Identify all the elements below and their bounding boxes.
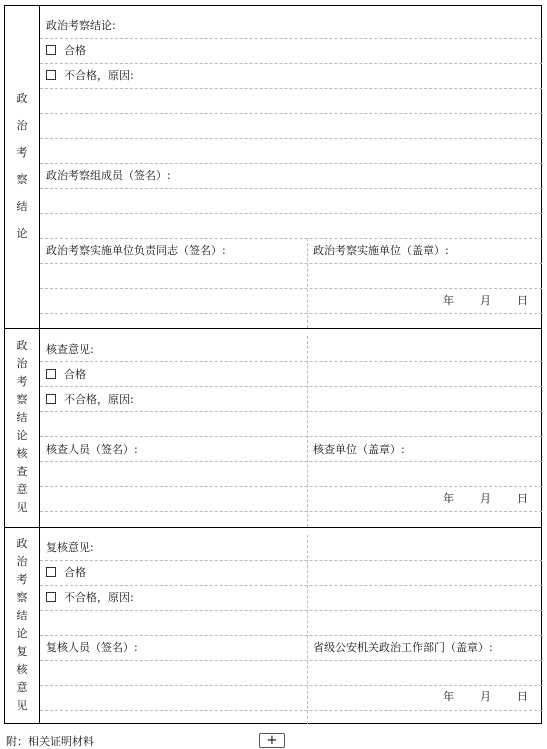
attachment-label: 附：相关证明材料 [6, 735, 94, 748]
fail-label: 不合格，原因: [64, 69, 134, 82]
review-opinion-label: 核查意见: [46, 343, 94, 356]
review-pass-checkbox[interactable] [46, 369, 56, 379]
recheck-unit-seal-label: 省级公安机关政治工作部门（盖章）: [313, 641, 493, 654]
date-line [443, 294, 528, 307]
section1-title-char: 政 [16, 91, 28, 105]
year-label: 年 [443, 294, 454, 307]
review-fail-checkbox[interactable] [46, 394, 56, 404]
recheck-date-line: 年 月 日 [443, 690, 528, 703]
section1-title-char: 察 [16, 172, 28, 186]
pass-option[interactable] [46, 44, 86, 57]
recheck-opinion-label: 复核意见: [46, 541, 94, 554]
reviewer-signature-label: 核查人员（签名）: [46, 443, 138, 456]
recheck-fail-option[interactable]: 不合格，原因: [46, 591, 134, 604]
leader-signature-label: 政治考察实施单位负责同志（签名）: [46, 244, 226, 257]
pass-checkbox[interactable] [46, 45, 56, 55]
review-pass-option[interactable]: 合格 [46, 368, 86, 381]
section1-title-char: 考 [16, 145, 28, 159]
section3-title: 政 治 考 察 结 论 复 核 意 见 [16, 537, 28, 712]
section2-title: 政 治 考 察 结 论 核 查 意 见 [16, 339, 28, 514]
conclusion-label: 政治考察结论: [46, 19, 116, 32]
section1-title [5, 91, 39, 240]
fail-option[interactable] [46, 69, 134, 82]
day-label: 日 [517, 294, 528, 307]
recheck-pass-checkbox[interactable] [46, 567, 56, 577]
review-unit-seal-label: 核查单位（盖章）: [313, 443, 405, 456]
fail-checkbox[interactable] [46, 70, 56, 80]
section1-title-char: 治 [16, 118, 28, 132]
rechecker-signature-label: 复核人员（签名）: [46, 641, 138, 654]
add-attachment-button[interactable]: + [259, 733, 285, 748]
unit-seal-label: 政治考察实施单位（盖章）: [313, 244, 449, 257]
section-divider-1 [4, 328, 542, 329]
section1-title-char: 论 [16, 226, 28, 240]
month-label: 月 [480, 294, 491, 307]
review-date-line: 年 月 日 [443, 492, 528, 505]
recheck-pass-option[interactable]: 合格 [46, 566, 86, 579]
section-divider-2 [4, 527, 542, 528]
pass-label: 合格 [64, 44, 86, 57]
section1-title-char: 结 [16, 199, 28, 213]
members-signature-label: 政治考察组成员（签名）: [46, 169, 171, 182]
review-fail-option[interactable]: 不合格，原因: [46, 393, 134, 406]
recheck-fail-checkbox[interactable] [46, 592, 56, 602]
